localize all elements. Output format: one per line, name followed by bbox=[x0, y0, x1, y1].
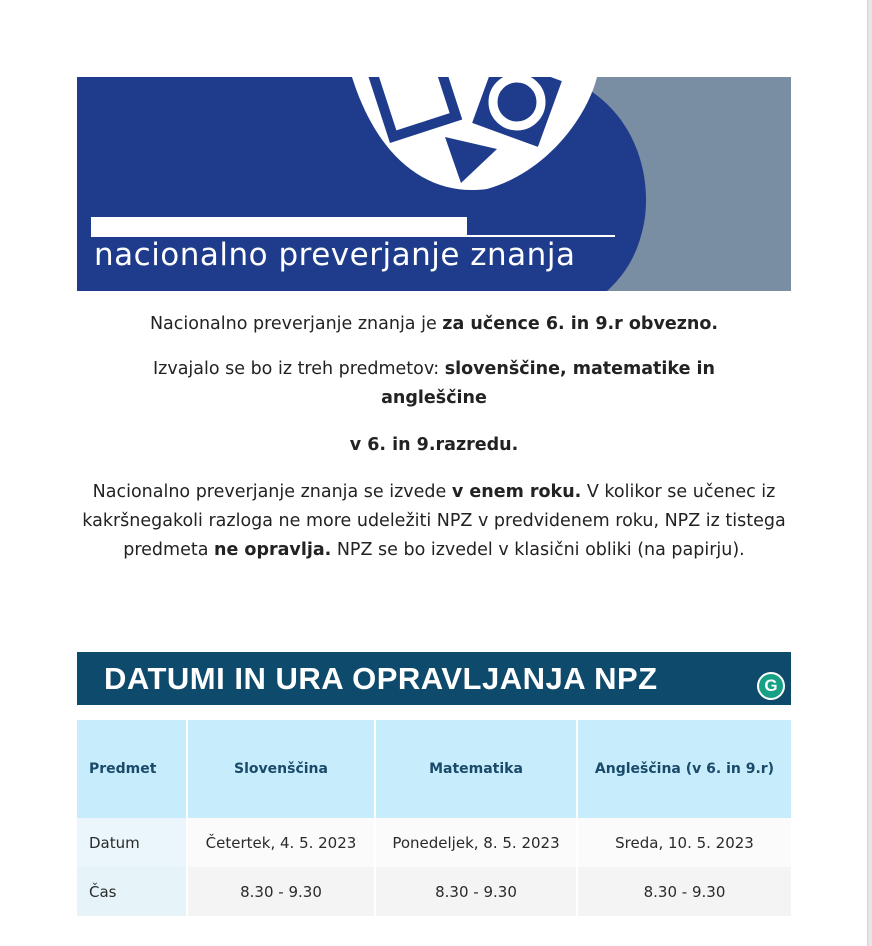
p4-bold-1: v enem roku. bbox=[451, 482, 582, 502]
table-header-row bbox=[77, 720, 791, 818]
p1-bold: za učence 6. in 9.r obvezno. bbox=[442, 314, 719, 334]
intro-paragraph-2 bbox=[117, 355, 751, 413]
p2-bold: slovenščine, matematike in angleščine bbox=[381, 359, 716, 408]
header-slovenian: Slovenščina bbox=[187, 720, 375, 818]
header-subject: Predmet bbox=[77, 720, 187, 818]
header-math: Matematika bbox=[375, 720, 577, 818]
schedule-section-header bbox=[77, 652, 791, 705]
p4-text-3: NPZ se bo izvedel v klasični obliki (na papirju). bbox=[331, 540, 745, 560]
row-label-time: Čas bbox=[77, 867, 187, 916]
table-row bbox=[77, 818, 791, 867]
cell-time-english: 8.30 - 9.30 bbox=[577, 867, 791, 916]
cell-time-math: 8.30 - 9.30 bbox=[375, 867, 577, 916]
banner-title: nacionalno preverjanje znanja bbox=[94, 237, 576, 273]
p2-text: Izvajalo se bo iz treh predmetov: bbox=[152, 359, 445, 379]
schedule-table bbox=[77, 720, 791, 916]
cell-date-math: Ponedeljek, 8. 5. 2023 bbox=[375, 818, 577, 867]
intro-paragraph-4 bbox=[77, 478, 791, 565]
section-title: DATUMI IN URA OPRAVLJANJA NPZ bbox=[104, 661, 658, 696]
cell-date-slovenian: Četertek, 4. 5. 2023 bbox=[187, 818, 375, 867]
p1-text: Nacionalno preverjanje znanja je bbox=[149, 314, 443, 334]
scrollbar-track[interactable] bbox=[868, 0, 872, 946]
grammarly-icon[interactable]: G bbox=[757, 672, 785, 700]
cell-date-english: Sreda, 10. 5. 2023 bbox=[577, 818, 791, 867]
npz-banner bbox=[77, 77, 791, 291]
cell-time-slovenian: 8.30 - 9.30 bbox=[187, 867, 375, 916]
intro-paragraph-3 bbox=[77, 431, 791, 460]
p4-text-1: Nacionalno preverjanje znanja se izvede bbox=[92, 482, 452, 502]
header-english: Angleščina (v 6. in 9.r) bbox=[577, 720, 791, 818]
intro-paragraph-1 bbox=[77, 310, 791, 339]
p4-text-2: V kolikor se učenec iz kakršnegakoli razloga ne more udeležiti NPZ v predvidenem roku, NPZ iz tistega predmeta bbox=[82, 482, 786, 560]
row-label-date: Datum bbox=[77, 818, 187, 867]
p4-bold-2: ne opravlja. bbox=[214, 540, 332, 560]
table-row bbox=[77, 867, 791, 916]
p3-bold: v 6. in 9.razredu. bbox=[349, 435, 519, 455]
